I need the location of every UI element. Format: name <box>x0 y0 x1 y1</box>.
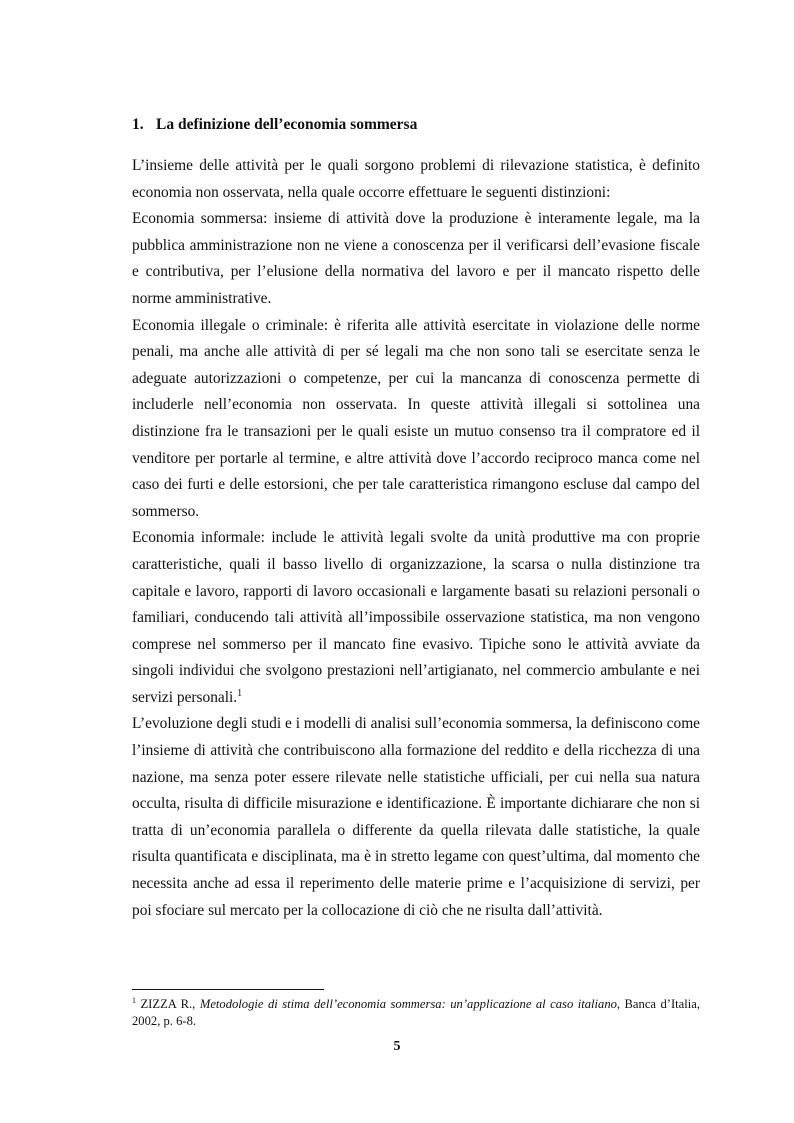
paragraph-economia-sommersa: Economia sommersa: insieme di attività dove la produzione è interamente legale, ma la pubblica amministrazione non ne viene a conoscenza per il verificarsi dell’evasione fiscale e contributiva, per l’elusione della normativa del lavoro e per il mancato rispetto delle norme amministrative. <box>132 210 700 307</box>
body-text <box>132 153 700 924</box>
paragraph-evoluzione: L’evoluzione degli studi e i modelli di analisi sull’economia sommersa, la definiscono come l’insieme di attività che contribuiscono alla formazione del reddito e della ricchezza di una nazione, ma senza poter essere rilevate nelle statistiche ufficiali, per cui nella sua natura occulta, risulta di difficile misurazione e identificazione. È importante dichiarare che non si tratta di un’economia parallela o differente da quella rilevata dalle statistiche, la quale risulta quantificata e disciplinata, ma è in stretto legame con quest’ultima, dal momento che necessita anche ad essa il reperimento delle materie prime e l’acquisizione di servizi, per poi sfociare sul mercato per la collocazione di ciò che ne risulta dall’attività. <box>132 715 700 919</box>
section-number: 1. <box>132 116 144 133</box>
footnote-title: Metodologie di stima dell’economia sommersa: un’applicazione al caso italiano <box>199 997 617 1011</box>
paragraph-economia-informale <box>132 525 700 711</box>
page-number: 5 <box>393 1039 401 1054</box>
paragraph-economia-illegale: Economia illegale o criminale: è riferita alle attività esercitate in violazione delle norme penali, ma anche alle attività di per sé legali ma che non sono tali se esercitate senza le adeguate autorizzazioni o competenze, per cui la mancanza di conoscenza permette di includerle nell’economia non osservata. In queste attività illegali si sottolinea una distinzione fra le transazioni per le quali esiste un mutuo consenso tra il compratore ed il venditore per portarle al termine, e altre attività dove l’accordo reciproco manca come nel caso dei furti e delle estorsioni, che per tale caratteristica rimangono escluse dal campo del sommerso. <box>132 316 700 520</box>
footnote-divider <box>132 989 324 990</box>
footnote-marker: 1 <box>132 995 136 1005</box>
footnote-reference[interactable]: 1 <box>237 687 243 699</box>
footnote-author: ZIZZA R., <box>140 997 196 1011</box>
footnote-publisher: , Banca d’Italia, 2002, p. 6-8. <box>132 997 700 1028</box>
paragraph-intro: L’insieme delle attività per le quali sorgono problemi di rilevazione statistica, è definito economia non osservata, nella quale occorre effettuare le seguenti distinzioni: <box>132 157 700 201</box>
paragraph-economia-informale-text: Economia informale: include le attività legali svolte da unità produttive ma con proprie caratteristiche, quali il basso livello di organizzazione, la scarsa o nulla distinzione tra capitale e lavoro, rapporti di lavoro occasionali e largamente basati su relazioni personali o familiari, conducendo tali attività all’impossibile osservazione statistica, ma non vengono comprese nel sommerso per il mancato fine evasivo. Tipiche sono le attività avviate da singoli individui che svolgono prestazioni nell’artigianato, nel commercio ambulante e nei servizi personali. <box>132 529 700 706</box>
section-heading <box>132 116 417 134</box>
footnote <box>132 996 700 1030</box>
section-title: La definizione dell’economia sommersa <box>156 116 418 133</box>
